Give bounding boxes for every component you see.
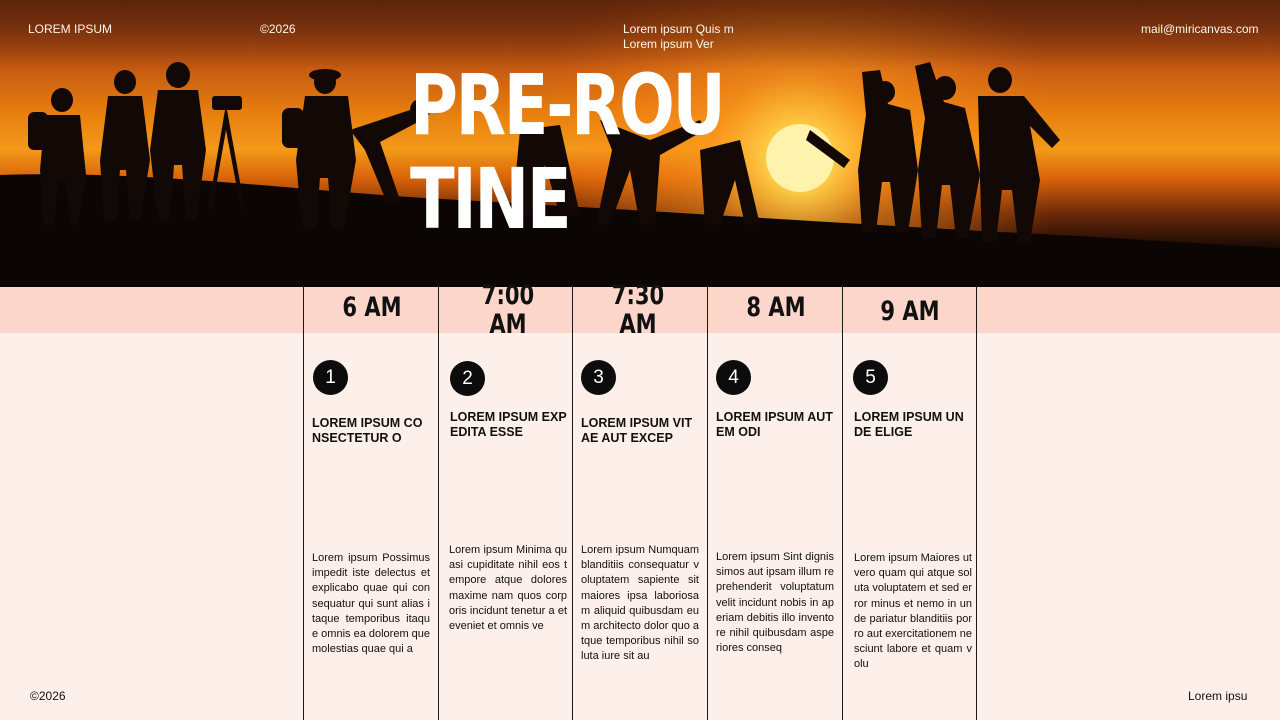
column-heading: LOREM IPSUM VITAE AUT EXCEP [581, 416, 693, 445]
schedule-column-3 [572, 281, 708, 720]
hero-photo [0, 0, 1280, 287]
column-heading: LOREM IPSUM CONSECTETUR O [312, 416, 423, 445]
column-heading: LOREM IPSUM UNDE ELIGE [854, 410, 964, 439]
step-number-badge: 5 [853, 360, 888, 395]
time-label: 7:00 AM [481, 281, 535, 333]
column-body-text: Lorem ipsum Minima quasi cupiditate nihil eos tempore atque dolores maxime nam quos corporis incidunt tenetur a et eveniet et omnis ve [449, 544, 567, 633]
footer-year: ©2026 [30, 689, 66, 703]
column-heading: LOREM IPSUM EXPEDITA ESSE [450, 410, 567, 439]
column-body-text: Lorem ipsum Numquam blanditiis consequatur voluptatem sapiente sit maiores ipsa laboriosam aliquid quibusdam eum architecto dolor quo atque temporibus nihil soluta iure sit au [581, 544, 700, 663]
schedule-column-1 [303, 287, 439, 720]
schedule-column-5 [842, 287, 977, 720]
column-body-text: Lorem ipsum Possimus impedit iste delectus et explicabo quae qui consequatur qui sunt alias itaque temporibus itaque omnis ea dolorem que molestias quae qui a [312, 552, 431, 656]
footer-note: Lorem ipsu [1188, 689, 1248, 703]
time-label: 6 AM [341, 292, 402, 323]
email-link[interactable]: mail@miricanvas.com [1141, 22, 1259, 36]
tagline-line-2: Lorem ipsum Ver [623, 37, 714, 51]
step-number-badge: 4 [716, 360, 751, 395]
column-heading: LOREM IPSUM AUTEM ODI [716, 410, 833, 439]
column-body-text: Lorem ipsum Maiores ut vero quam qui atque soluta voluptatem et sed error minus et nemo in unde pariatur blanditiis porro aut exercitationem nesciunt labore et quam volu [854, 552, 973, 671]
schedule-column-2 [438, 281, 573, 720]
header-year: ©2026 [260, 22, 296, 36]
tagline-line-1: Lorem ipsum Quis m [623, 22, 734, 36]
brand-label: LOREM IPSUM [28, 22, 113, 36]
time-label: 8 AM [745, 292, 806, 323]
column-body-text: Lorem ipsum Sint dignissimos aut ipsam illum reprehenderit voluptatum velit incidunt nobis in aperiam debitis illo inventore nihil quibusdam asperiores conseq [716, 551, 834, 655]
step-number-badge: 3 [581, 360, 616, 395]
step-number-badge: 2 [450, 361, 485, 396]
schedule-column-4 [707, 287, 843, 720]
page-title: PRE-ROUTINE [410, 56, 724, 248]
time-label: 7:30 AM [611, 281, 665, 333]
step-number-badge: 1 [313, 360, 348, 395]
time-label: 9 AM [879, 296, 940, 327]
